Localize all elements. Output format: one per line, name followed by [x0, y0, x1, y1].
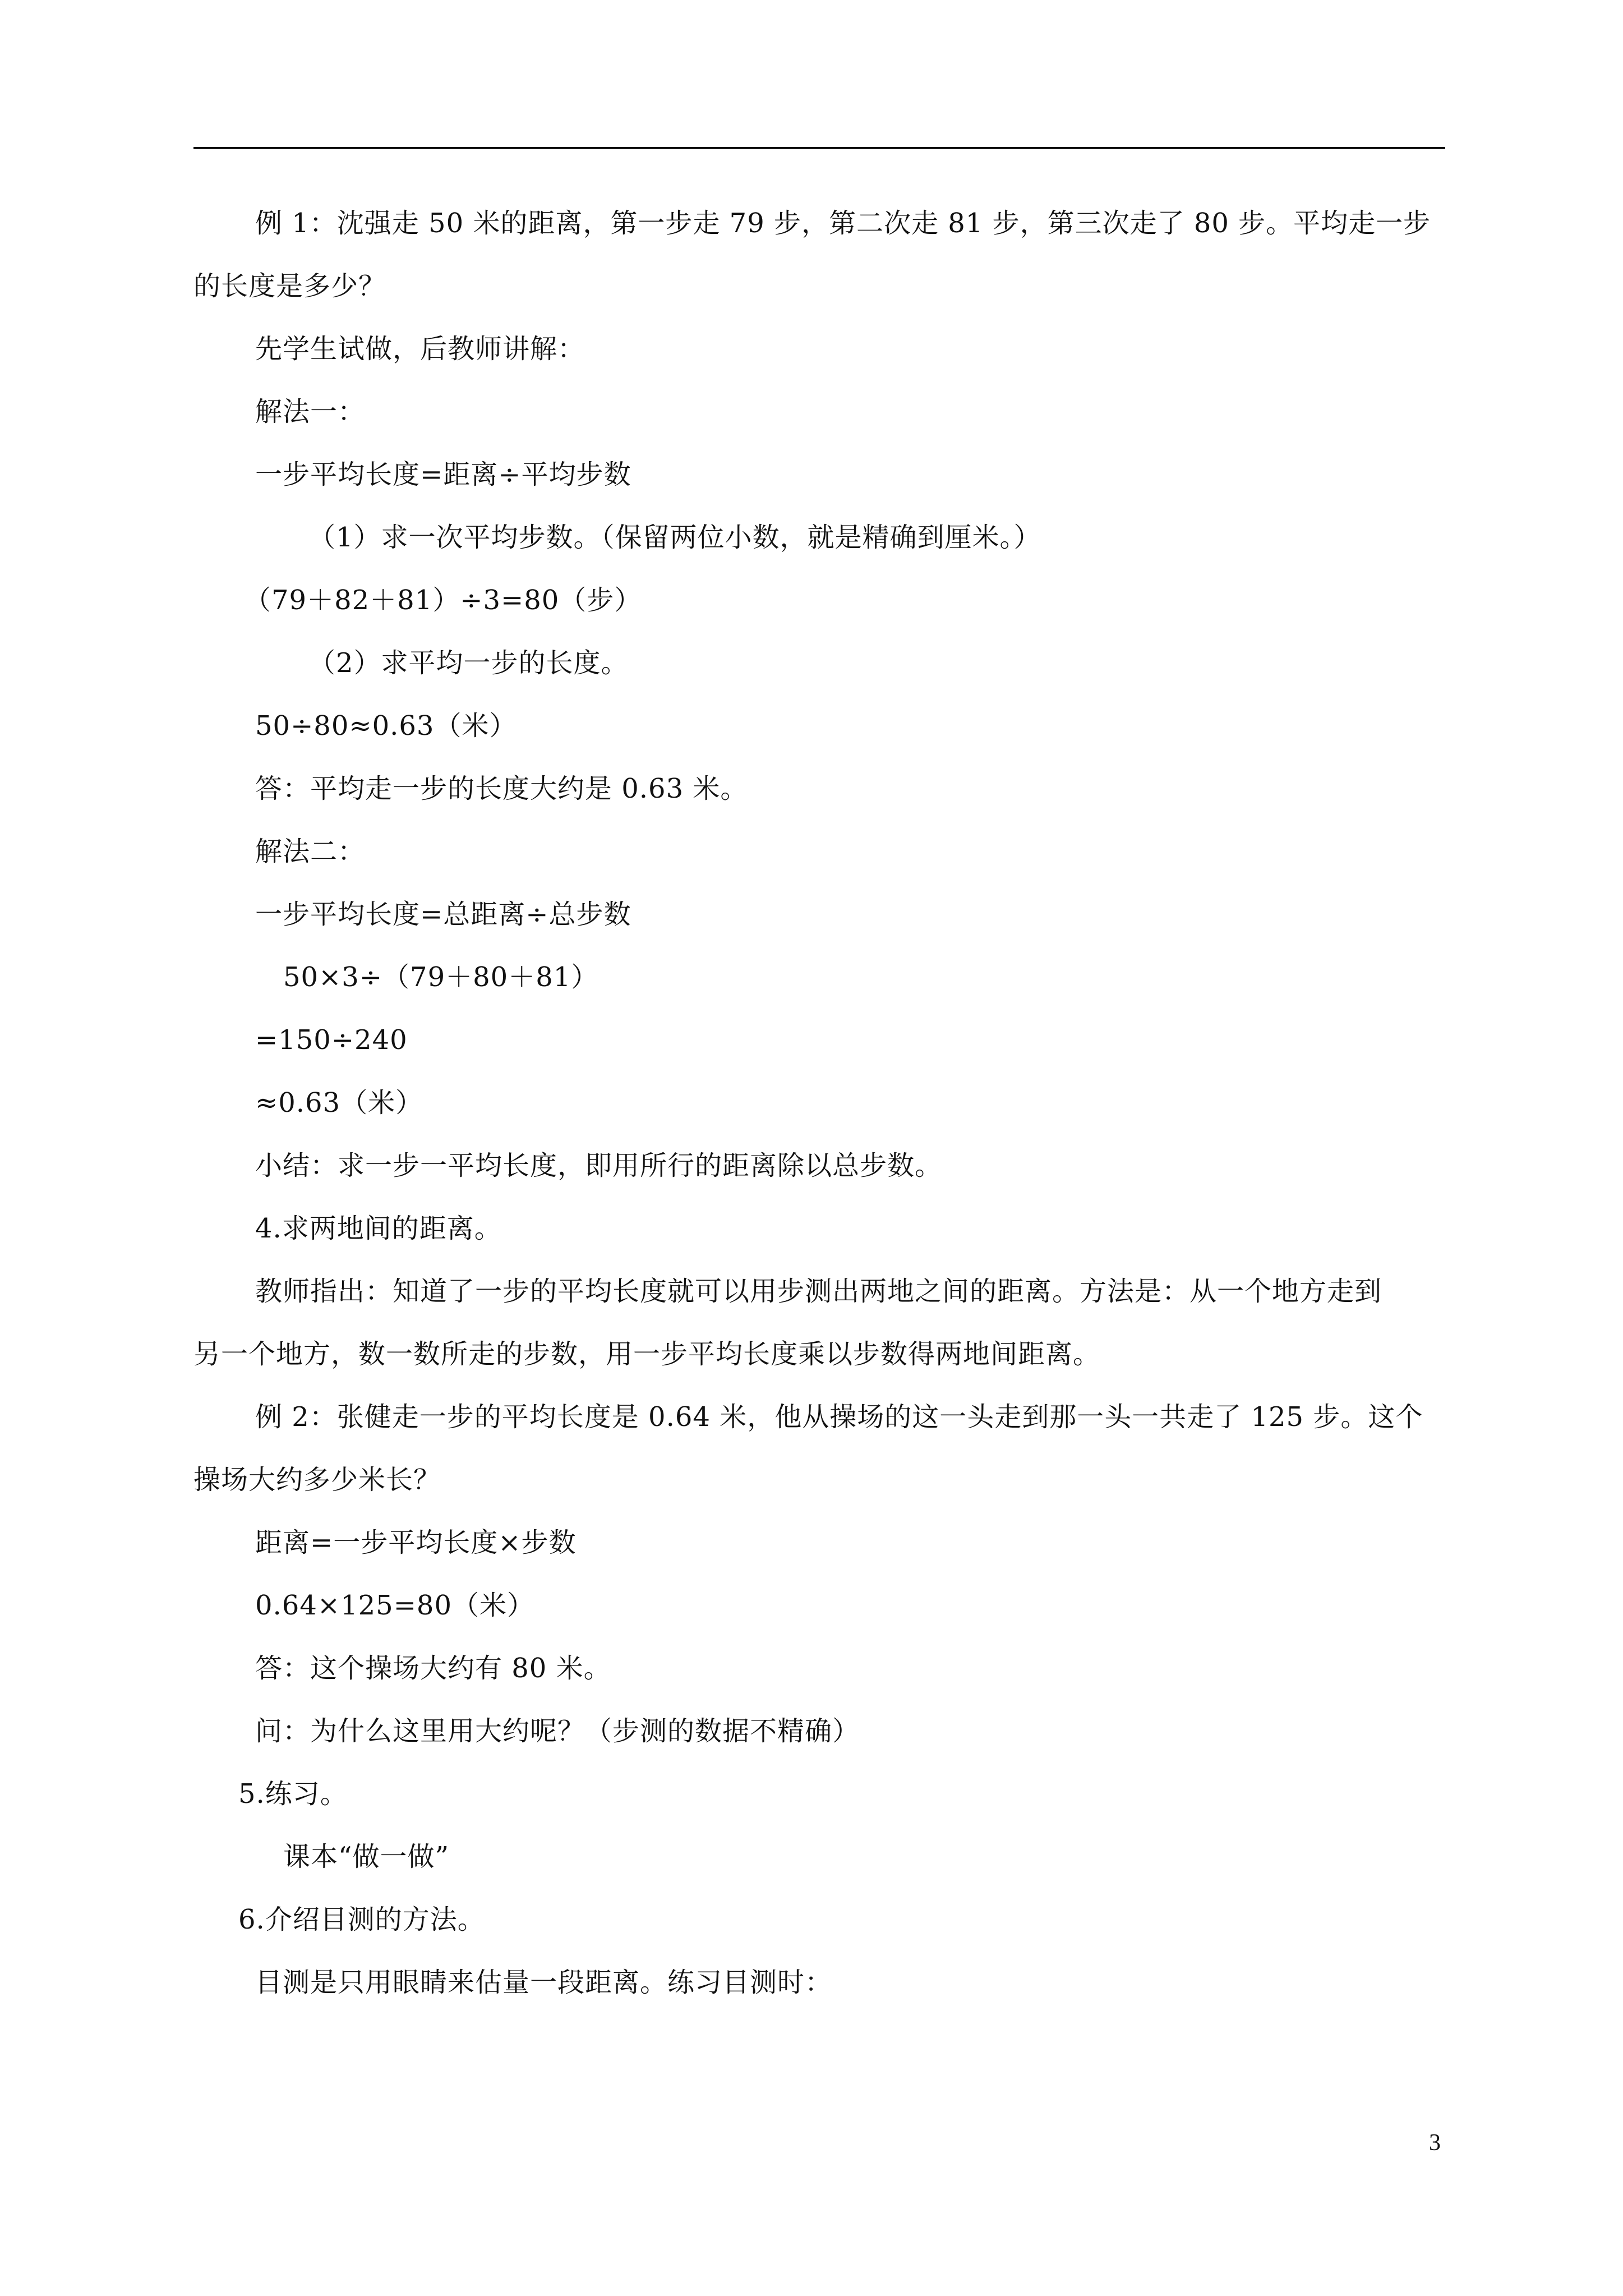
example-2-line-2: 操场大约多少米长？	[193, 1464, 441, 1496]
summary-line: 小结：求一步一平均长度，即用所行的距离除以总步数。	[255, 1150, 943, 1181]
method-2-calc-2: =150÷240	[255, 1024, 408, 1056]
question-line: 问：为什么这里用大约呢？（步测的数据不精确）	[255, 1715, 860, 1747]
method-1-step-1: （1）求一次平均步数。（保留两位小数，就是精确到厘米。）	[308, 522, 1041, 553]
section-6-heading: 6.介绍目测的方法。	[238, 1904, 485, 1935]
section-5-heading: 5.练习。	[238, 1778, 348, 1810]
section-4-heading: 4.求两地间的距离。	[255, 1213, 502, 1244]
page-number: 3	[1429, 2130, 1441, 2156]
method-2-heading: 解法二：	[255, 836, 366, 867]
textbook-exercise-line: 课本“做一做”	[283, 1841, 450, 1872]
example-1-line-2: 的长度是多少？	[193, 270, 386, 302]
method-1-answer: 答：平均走一步的长度大约是 0.63 米。	[255, 773, 748, 804]
example-1-line-1: 例 1：沈强走 50 米的距离，第一步走 79 步，第二次走 81 步，第三次走了 80 步。平均走一步	[255, 208, 1431, 239]
method-1-calc-1: （79＋82＋81）÷3=80（步）	[244, 585, 642, 616]
method-1-step-2: （2）求平均一步的长度。	[308, 647, 629, 679]
example-2-calc: 0.64×125=80（米）	[255, 1590, 535, 1621]
method-2-calc-3: ≈0.63（米）	[255, 1087, 423, 1119]
method-1-heading: 解法一：	[255, 396, 366, 427]
example-2-answer: 答：这个操场大约有 80 米。	[255, 1653, 611, 1684]
method-1-formula: 一步平均长度=距离÷平均步数	[255, 459, 631, 490]
teacher-note-line-1: 教师指出：知道了一步的平均长度就可以用步测出两地之间的距离。方法是：从一个地方走到	[255, 1276, 1382, 1307]
method-1-calc-2: 50÷80≈0.63（米）	[255, 710, 517, 742]
teacher-note-line-2: 另一个地方，数一数所走的步数，用一步平均长度乘以步数得两地间距离。	[193, 1338, 1101, 1370]
instruction-line: 先学生试做，后教师讲解：	[255, 333, 585, 365]
method-2-formula: 一步平均长度=总距离÷总步数	[255, 899, 631, 930]
example-2-formula: 距离=一步平均长度×步数	[255, 1527, 577, 1558]
method-2-calc-1: 50×3÷（79＋80＋81）	[283, 961, 599, 993]
header-rule	[193, 147, 1445, 149]
example-2-line-1: 例 2：张健走一步的平均长度是 0.64 米，他从操场的这一头走到那一头一共走了 125 步。这个	[255, 1401, 1423, 1433]
visual-estimation-line: 目测是只用眼睛来估量一段距离。练习目测时：	[255, 1967, 833, 1998]
